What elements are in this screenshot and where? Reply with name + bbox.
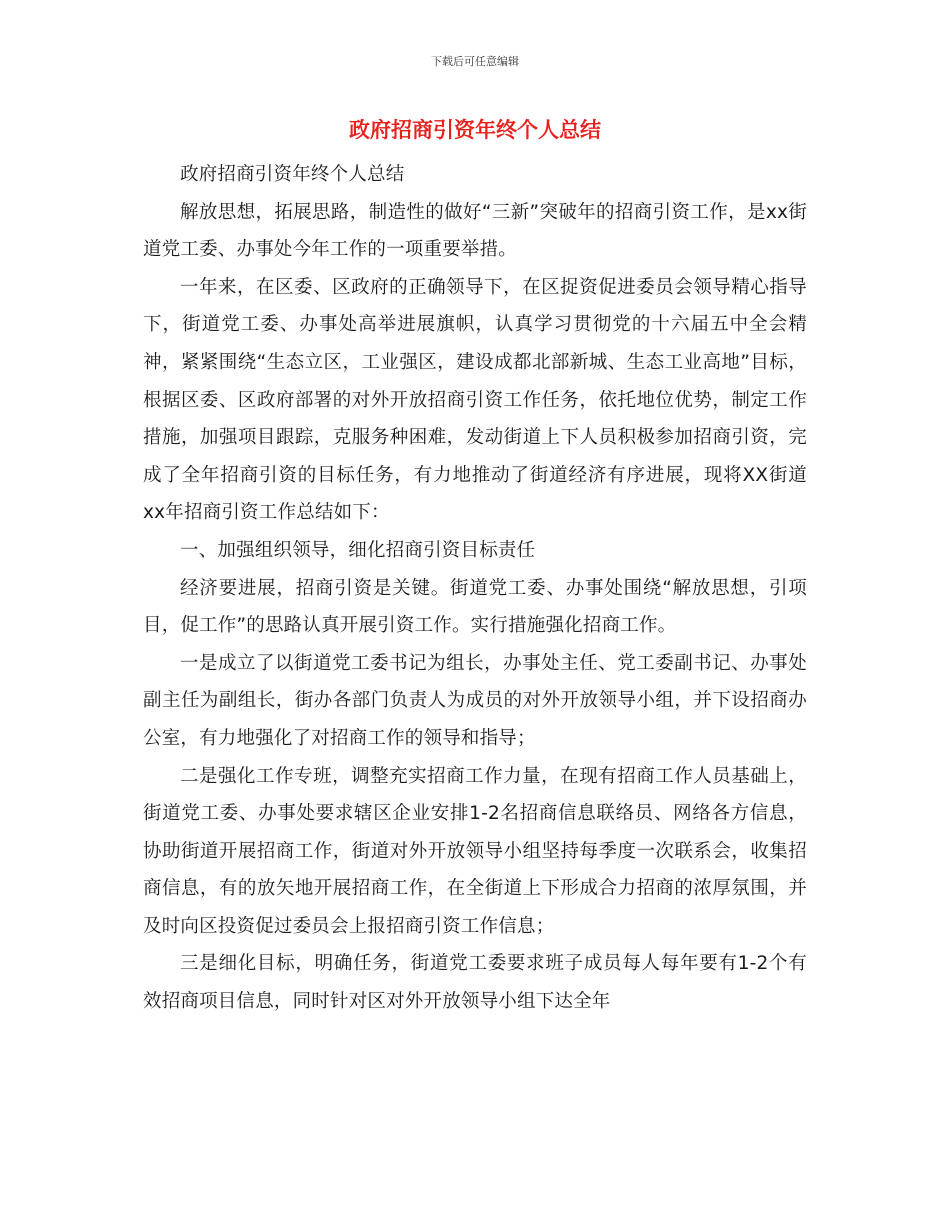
paragraph: 二是强化工作专班，调整充实招商工作力量，在现有招商工作人员基础上，街道党工委、办事处要求辖区企业安排1-2名招商信息联络员、网络各方信息，协助街道开展招商工作，街道对外开放领导小组坚持每季度一次联系会，收集招商信息，有的放矢地开展招商工作，在全街道上下形成合力招商的浓厚氛围，并及时向区投资促过委员会上报招商引资工作信息； [143,765,807,937]
page-header: 下载后可任意编辑 [431,55,519,68]
document-title: 政府招商引资年终个人总结 [349,118,601,142]
section-heading: 一、加强组织领导，细化招商引资目标责任 [180,539,536,561]
paragraph: 政府招商引资年终个人总结 [180,164,405,185]
paragraph: 三是细化目标，明确任务，街道党工委要求班子成员每人每年要有1-2个有效招商项目信息，同时针对区对外开放领导小组下达全年 [143,953,807,1013]
paragraph: 经济要进展，招商引资是关键。街道党工委、办事处围绕“解放思想，引项目，促工作”的思路认真开展引资工作。实行措施强化招商工作。 [143,577,807,637]
paragraph: 一是成立了以街道党工委书记为组长，办事处主任、党工委副书记、办事处副主任为副组长，街办各部门负责人为成员的对外开放领导小组，并下设招商办公室，有力地强化了对招商工作的领导和指导； [143,652,807,749]
paragraph: 一年来，在区委、区政府的正确领导下，在区捉资促进委员会领导精心指导下，街道党工委、办事处高举进展旗帜，认真学习贯彻党的十六届五中全会精神，紧紧围绕“生态立区，工业强区，建设成都北部新城、生态工业高地”目标，根据区委、区政府部署的对外开放招商引资工作任务，依托地位优势，制定工作措施，加强项目跟踪，克服务种困难，发动街道上下人员积极参加招商引资，完成了全年招商引资的目标任务，有力地推动了街道经济有序进展，现将XX街道xx年招商引资工作总结如下： [143,276,807,524]
paragraph: 解放思想，拓展思路，制造性的做好“三新”突破年的招商引资工作，是xx街道党工委、办事处今年工作的一项重要举措。 [143,201,807,261]
document-body [143,156,807,1021]
